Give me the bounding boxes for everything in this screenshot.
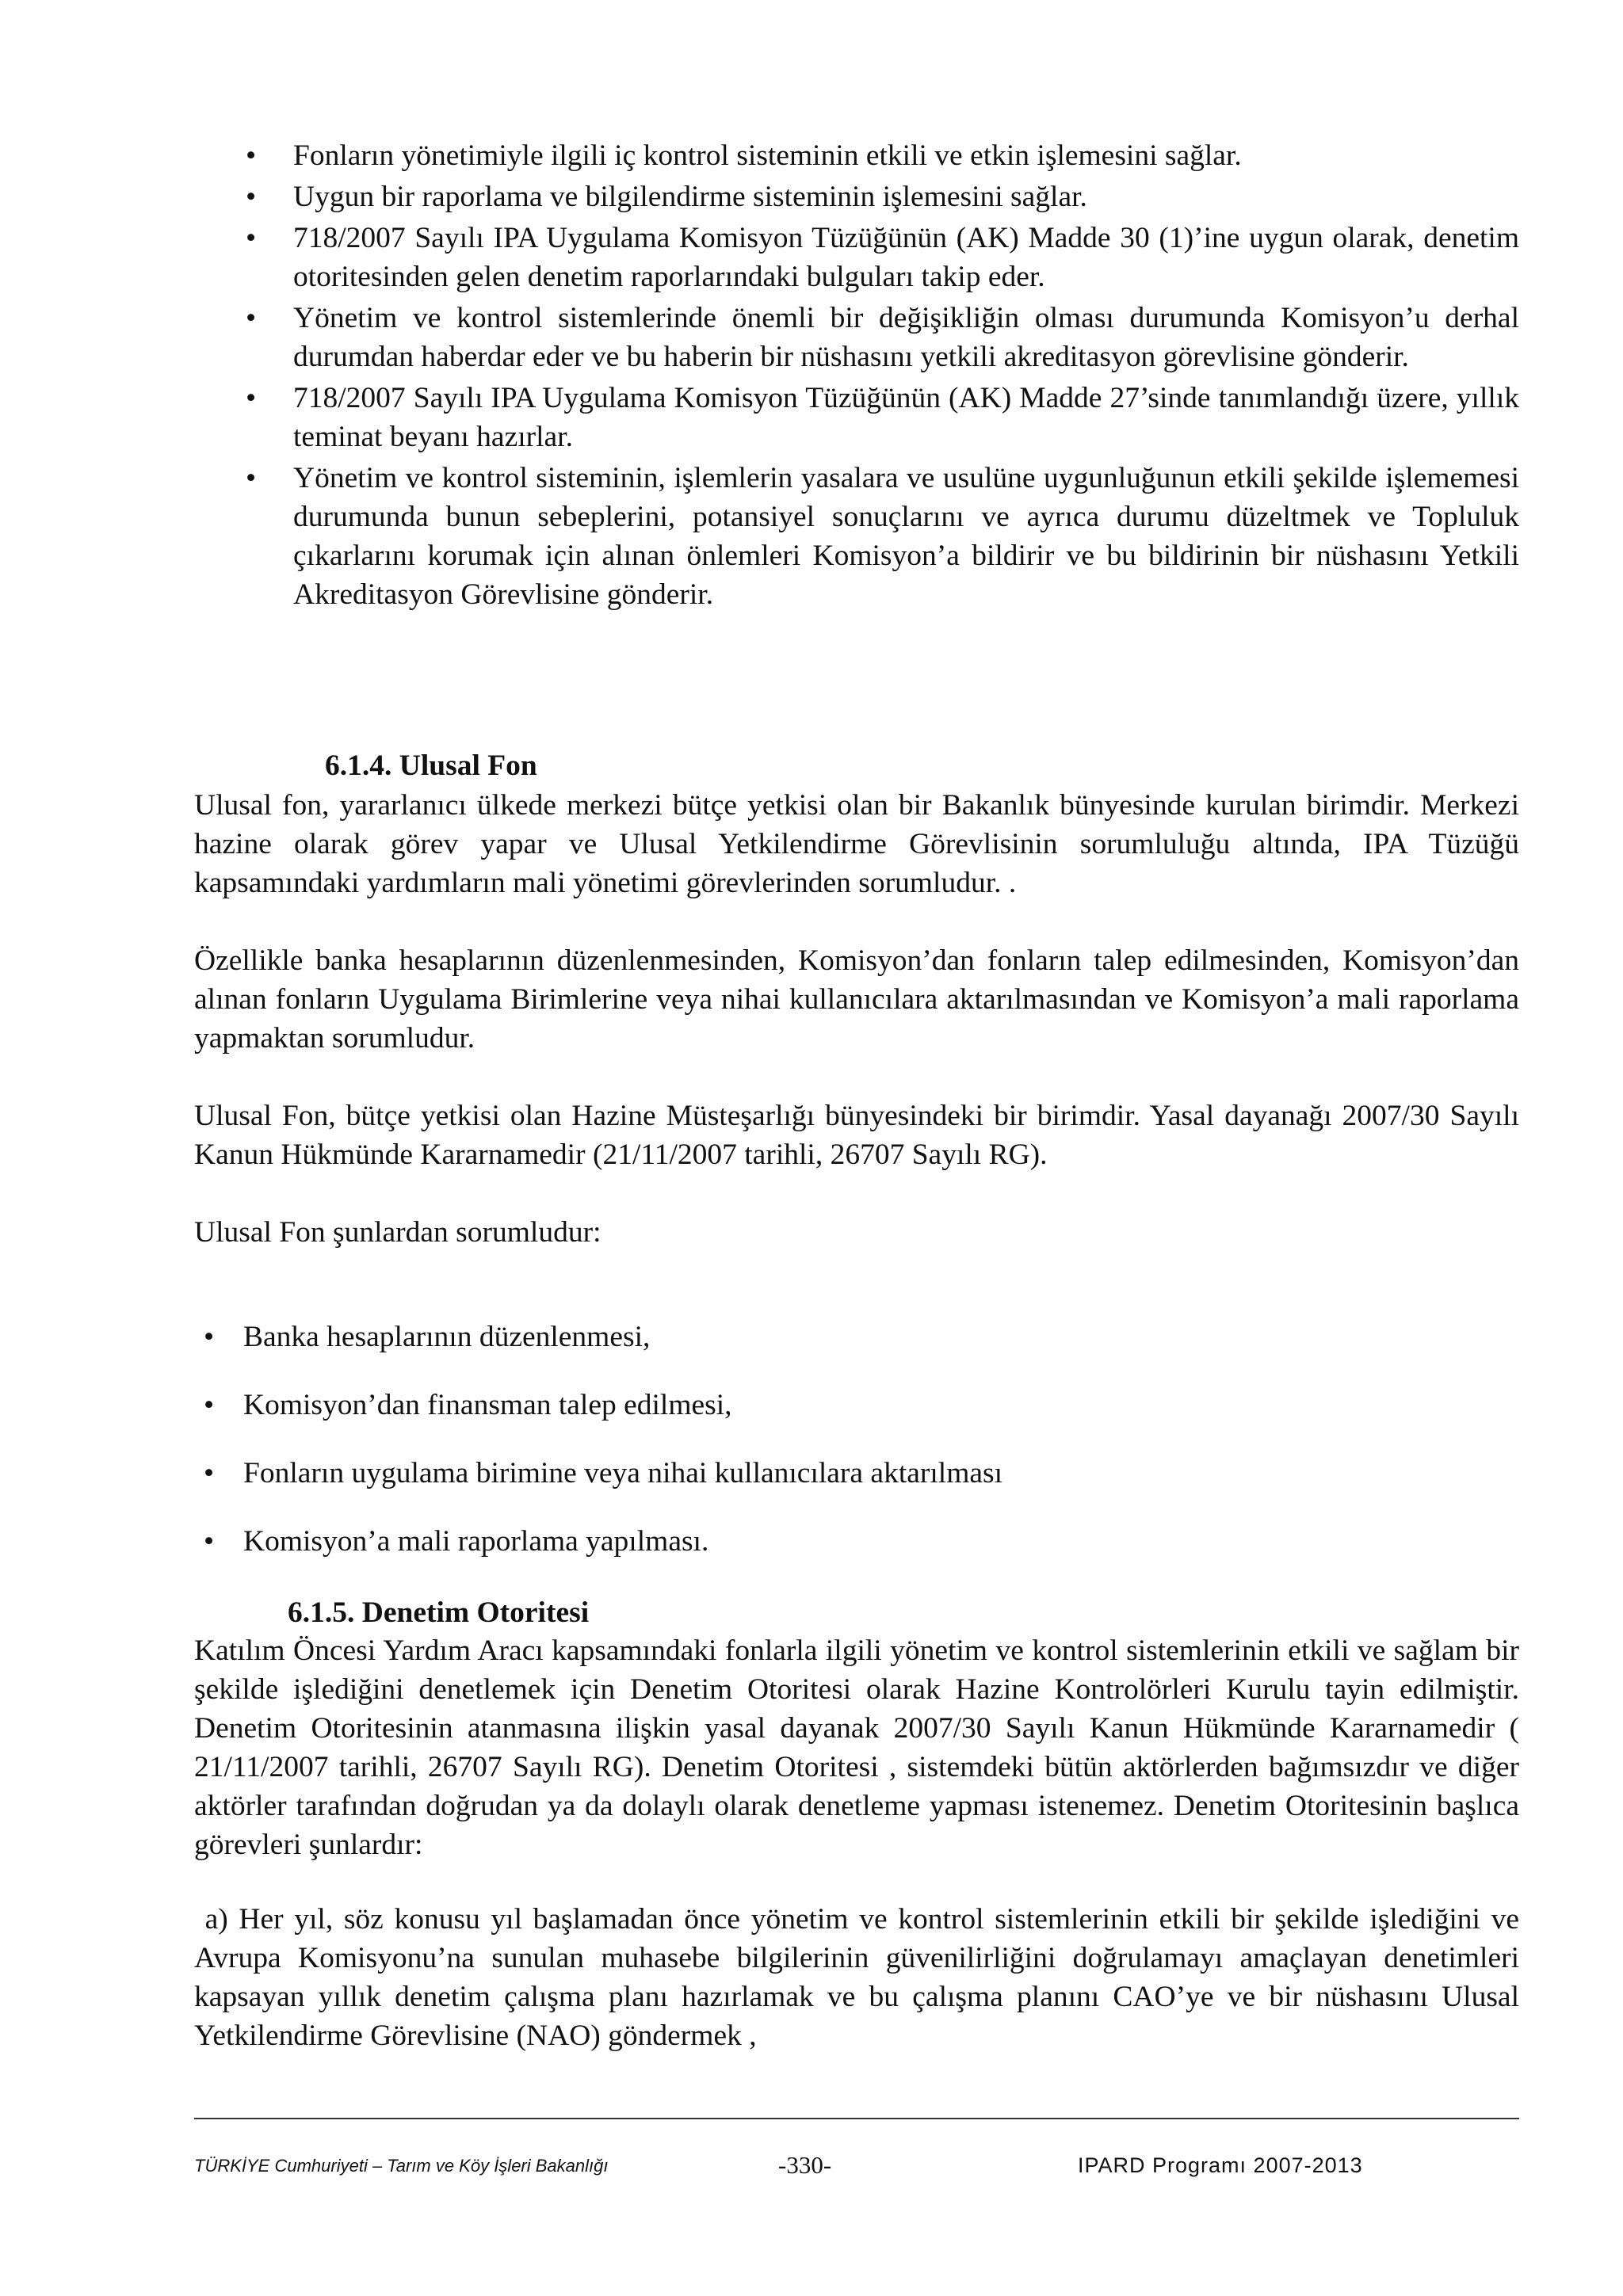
bullet-icon: • [246,181,257,213]
list-item-text: Fonların yönetimiyle ilgili iç kontrol sisteminin etkili ve etkin işlemesini sağlar. [293,139,1242,172]
section-heading-denetim-otoritesi: 6.1.5. Denetim Otoritesi [288,1596,590,1629]
list-item [194,379,1519,456]
ulusal-fon-paragraph-4: Ulusal Fon şunlardan sorumludur: [194,1216,601,1249]
footer-page-number: -330- [778,2151,832,2179]
list-item [194,1522,1519,1561]
list-item [194,459,1519,614]
bullet-icon: • [246,302,257,334]
bullet-icon: • [204,1525,215,1558]
ulusal-fon-responsibility-list [194,1318,1519,1590]
bullet-icon: • [246,382,257,414]
bullet-icon: • [204,1457,215,1489]
footer-program-name: IPARD Programı 2007-2013 [1078,2153,1363,2177]
ulusal-fon-paragraph-2: Özellikle banka hesaplarının düzenlenmesinden, Komisyon’dan fonların talep edilmesinden, Komisyon’dan alınan fonların Uygulama Birimlerine veya nihai kullanıcılara aktarılmasından ve Komisyon’a mali raporlama yapmaktan sorumludur. [194,944,1519,1055]
ulusal-fon-paragraph-3: Ulusal Fon, bütçe yetkisi olan Hazine Müsteşarlığı bünyesindeki bir birimdir. Yasal dayanağı 2007/30 Sayılı Kanun Hükmünde Kararnamedir (21/11/2007 tarihli, 26707 Sayılı RG). [194,1100,1519,1171]
list-item [194,1386,1519,1425]
list-item-text: Komisyon’a mali raporlama yapılması. [243,1525,709,1558]
list-item [194,1454,1519,1493]
bullet-icon: • [204,1321,215,1353]
bullet-icon: • [204,1389,215,1421]
list-item-text: Yönetim ve kontrol sistemlerinde önemli bir değişikliğin olması durumunda Komisyon’u derhal durumdan haberdar eder ve bu haberin bir nüshasını yetkili akreditasyon görevlisine gönderir. [293,302,1519,373]
bullet-icon: • [246,462,257,494]
denetim-otoritesi-paragraph-1: Katılım Öncesi Yardım Aracı kapsamındaki fonlarla ilgili yönetim ve kontrol sistemlerinin etkili ve sağlam bir şekilde işlediğini denetlemek için Denetim Otoritesi olarak Hazine Kontrolörleri Kurulu tayin edilmiştir. Denetim Otoritesinin atanmasına ilişkin yasal dayanak 2007/30 Sayılı Kanun Hükmünde Kararnamedir ( 21/11/2007 tarihli, 26707 Sayılı RG). Denetim Otoritesi , sistemdeki bütün aktörlerden bağımsızdır ve diğer aktörler tarafından doğrudan ya da dolaylı olarak denetleme yapması istenemez. Denetim Otoritesinin başlıca görevleri şunlardır: [194,1634,1519,1861]
list-item-text: Banka hesaplarının düzenlenmesi, [243,1321,651,1353]
top-bullet-list [194,136,1519,616]
list-item-text: Komisyon’dan finansman talep edilmesi, [243,1389,732,1421]
list-item-text: Fonların uygulama birimine veya nihai kullanıcılara aktarılması [243,1457,1003,1489]
ulusal-fon-paragraph-1: Ulusal fon, yararlanıcı ülkede merkezi bütçe yetkisi olan bir Bakanlık bünyesinde kurulan birimdir. Merkezi hazine olarak görev yapar ve Ulusal Yetkilendirme Görevlisinin sorumluluğu altında, IPA Tüzüğü kapsamındaki yardımların mali yönetimi görevlerinden sorumludur. . [194,789,1519,899]
list-item-text: 718/2007 Sayılı IPA Uygulama Komisyon Tüzüğünün (AK) Madde 27’sinde tanımlandığı üzere, yıllık teminat beyanı hazırlar. [293,382,1519,453]
footer-ministry-name: TÜRKİYE Cumhuriyeti – Tarım ve Köy İşleri Bakanlığı [194,2156,609,2176]
list-item [194,136,1519,175]
list-item [194,219,1519,296]
footer-divider [194,2118,1519,2119]
list-item [194,299,1519,376]
list-item [194,177,1519,216]
list-item-text: Yönetim ve kontrol sisteminin, işlemlerin yasalara ve usulüne uygunluğunun etkili şekilde işlememesi durumunda bunun sebeplerini, potansiyel sonuçlarını ve ayrıca durumu düzeltmek ve Topluluk çıkarlarını korumak için alınan önlemleri Komisyon’a bildirir ve bu bildirinin bir nüshasını Yetkili Akreditasyon Görevlisine gönderir. [293,462,1519,611]
bullet-icon: • [246,222,257,254]
denetim-otoritesi-paragraph-2: a) Her yıl, söz konusu yıl başlamadan önce yönetim ve kontrol sistemlerinin etkili bir şekilde işlediğini ve Avrupa Komisyonu’na sunulan muhasebe bilgilerinin güvenilirliğini doğrulamayı amaçlayan denetimleri kapsayan yıllık denetim çalışma planı hazırlamak ve bu çalışma planını CAO’ye ve bir nüshasını Ulusal Yetkilendirme Görevlisine (NAO) göndermek , [194,1903,1527,2052]
list-item-text: 718/2007 Sayılı IPA Uygulama Komisyon Tüzüğünün (AK) Madde 30 (1)’ine uygun olarak, denetim otoritesinden gelen denetim raporlarındaki bulguları takip eder. [293,222,1519,293]
list-item [194,1318,1519,1356]
section-heading-ulusal-fon: 6.1.4. Ulusal Fon [325,749,537,782]
bullet-icon: • [246,139,257,172]
list-item-text: Uygun bir raporlama ve bilgilendirme sisteminin işlemesini sağlar. [293,181,1087,213]
